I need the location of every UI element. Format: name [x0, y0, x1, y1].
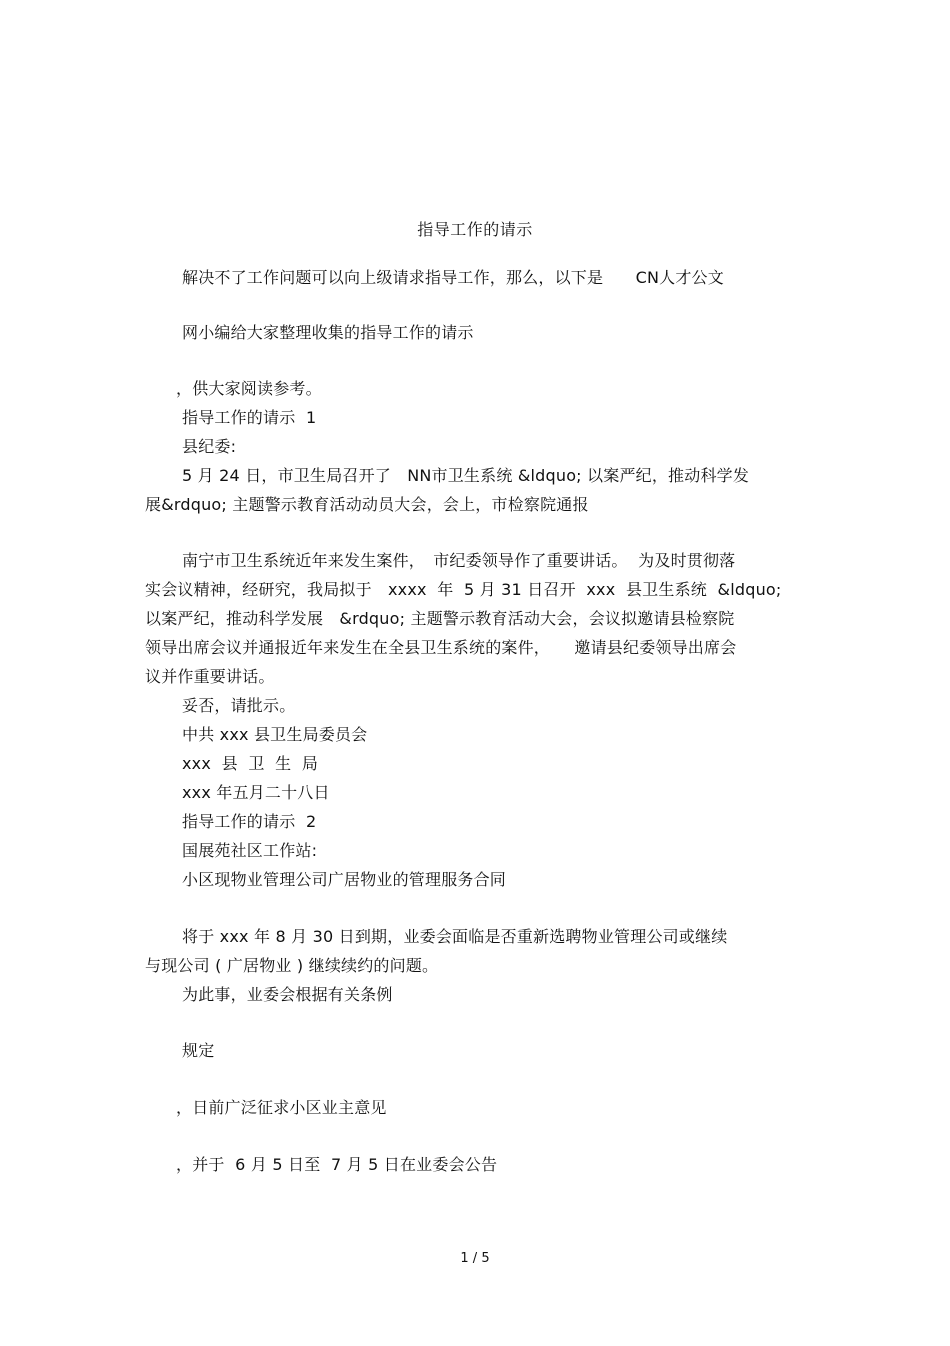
body-line-19: 小区现物业管理公司广居物业的管理服务合同	[182, 870, 507, 889]
body-line-8: 南宁市卫生系统近年来发生案件， 市纪委领导作了重要讲话。 为及时贯彻落	[182, 551, 736, 570]
signature-date: xxx 年五月二十八日	[182, 783, 330, 802]
body-line-25: ，并于 6 月 5 日至 7 月 5 日在业委会公告	[176, 1155, 498, 1174]
body-line-6: 5 月 24 日，市卫生局召开了 NN市卫生系统 &ldquo; 以案严纪，推动科学发	[182, 466, 750, 485]
body-line-11: 领导出席会议并通报近年来发生在全县卫生系统的案件， 邀请县纪委领导出席会	[145, 638, 737, 657]
section-heading-2: 指导工作的请示 2	[182, 812, 317, 831]
section-heading-1: 指导工作的请示 1	[182, 408, 317, 427]
body-line-9: 实会议精神，经研究，我局拟于 xxxx 年 5 月 31 日召开 xxx 县卫生系统 &ldquo;	[145, 580, 782, 599]
signature-bureau: xxx 县 卫 生 局	[182, 754, 319, 773]
body-line-23: 规定	[182, 1041, 215, 1060]
body-line-21: 与现公司 ( 广居物业 ) 继续续约的问题。	[145, 956, 439, 975]
document-title: 指导工作的请示	[417, 220, 533, 239]
body-line-1: 解决不了工作问题可以向上级请求指导工作，那么，以下是 CN人才公文	[182, 268, 724, 287]
addressee-1: 县纪委:	[182, 437, 237, 456]
body-line-2: 网小编给大家整理收集的指导工作的请示	[182, 323, 474, 342]
closing-line: 妥否，请批示。	[182, 696, 296, 715]
body-line-10: 以案严纪，推动科学发展 &rdquo; 主题警示教育活动大会，会议拟邀请县检察院	[145, 609, 735, 628]
body-line-20: 将于 xxx 年 8 月 30 日到期，业委会面临是否重新选聘物业管理公司或继续	[182, 927, 728, 946]
addressee-2: 国展苑社区工作站:	[182, 841, 318, 860]
page-number: 1 / 5	[460, 1251, 490, 1266]
body-line-24: ，日前广泛征求小区业主意见	[176, 1098, 387, 1117]
body-line-12: 议并作重要讲话。	[145, 667, 275, 686]
body-line-7: 展&rdquo; 主题警示教育活动动员大会，会上，市检察院通报	[145, 495, 589, 514]
body-line-3: ，供大家阅读参考。	[176, 379, 322, 398]
signature-org: 中共 xxx 县卫生局委员会	[182, 725, 368, 744]
body-line-22: 为此事，业委会根据有关条例	[182, 985, 393, 1004]
